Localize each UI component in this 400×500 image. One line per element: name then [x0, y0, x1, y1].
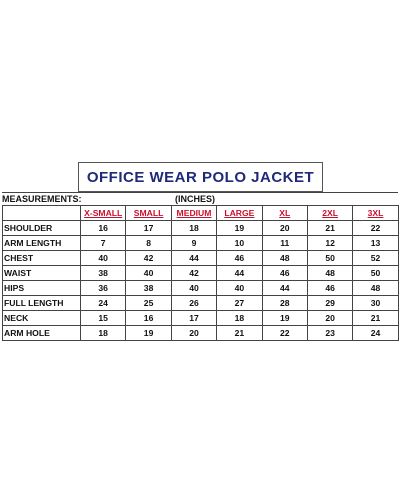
measurement-cell: 25: [126, 296, 171, 311]
measurement-cell: 11: [262, 236, 307, 251]
measurement-cell: 16: [81, 221, 126, 236]
row-label: FULL LENGTH: [3, 296, 81, 311]
measurement-cell: 18: [217, 311, 262, 326]
measurement-cell: 21: [217, 326, 262, 341]
measurement-cell: 20: [307, 311, 352, 326]
measurement-cell: 9: [171, 236, 216, 251]
table-row: [3, 311, 399, 326]
size-header-2xl: 2XL: [307, 206, 352, 221]
measurement-cell: 15: [81, 311, 126, 326]
unit-label: (INCHES): [175, 194, 215, 204]
measurement-cell: 18: [171, 221, 216, 236]
measurement-cell: 44: [262, 281, 307, 296]
measurement-cell: 22: [353, 221, 398, 236]
title-box: [78, 162, 323, 192]
measurement-cell: 19: [126, 326, 171, 341]
measurement-cell: 50: [307, 251, 352, 266]
measurement-cell: 28: [262, 296, 307, 311]
table-corner-cell: [3, 206, 81, 221]
row-label: HIPS: [3, 281, 81, 296]
measurement-cell: 52: [353, 251, 398, 266]
measurement-cell: 21: [353, 311, 398, 326]
measurements-row: [2, 192, 398, 206]
measurement-cell: 36: [81, 281, 126, 296]
row-label: WAIST: [3, 266, 81, 281]
table-row: [3, 326, 399, 341]
measurement-cell: 50: [353, 266, 398, 281]
measurement-cell: 23: [307, 326, 352, 341]
measurement-cell: 17: [126, 221, 171, 236]
row-label: ARM LENGTH: [3, 236, 81, 251]
table-row: [3, 221, 399, 236]
measurement-cell: 40: [81, 251, 126, 266]
page-title: OFFICE WEAR POLO JACKET: [86, 168, 315, 186]
measurement-cell: 7: [81, 236, 126, 251]
measurement-cell: 18: [81, 326, 126, 341]
measurement-cell: 44: [171, 251, 216, 266]
measurement-cell: 19: [262, 311, 307, 326]
measurements-label: MEASUREMENTS:: [2, 194, 82, 204]
measurement-cell: 46: [262, 266, 307, 281]
measurement-cell: 30: [353, 296, 398, 311]
measurement-cell: 46: [307, 281, 352, 296]
measurement-cell: 20: [171, 326, 216, 341]
table-row: [3, 236, 399, 251]
size-header-xl: XL: [262, 206, 307, 221]
measurement-cell: 42: [126, 251, 171, 266]
size-header-3xl: 3XL: [353, 206, 398, 221]
measurement-cell: 48: [353, 281, 398, 296]
measurement-cell: 20: [262, 221, 307, 236]
size-chart-table: [2, 205, 399, 341]
measurement-cell: 38: [81, 266, 126, 281]
measurement-cell: 42: [171, 266, 216, 281]
measurement-cell: 40: [217, 281, 262, 296]
row-label: SHOULDER: [3, 221, 81, 236]
size-header-medium: MEDIUM: [171, 206, 216, 221]
size-header-small: SMALL: [126, 206, 171, 221]
table-row: [3, 281, 399, 296]
table-header-row: [3, 206, 399, 221]
measurement-cell: 16: [126, 311, 171, 326]
measurement-cell: 48: [307, 266, 352, 281]
measurement-cell: 22: [262, 326, 307, 341]
measurement-cell: 17: [171, 311, 216, 326]
measurement-cell: 40: [171, 281, 216, 296]
measurement-cell: 13: [353, 236, 398, 251]
row-label: CHEST: [3, 251, 81, 266]
measurement-cell: 38: [126, 281, 171, 296]
measurement-cell: 24: [353, 326, 398, 341]
table-row: [3, 251, 399, 266]
measurement-cell: 46: [217, 251, 262, 266]
measurement-cell: 24: [81, 296, 126, 311]
measurement-cell: 44: [217, 266, 262, 281]
measurement-cell: 29: [307, 296, 352, 311]
measurement-cell: 48: [262, 251, 307, 266]
size-header-x-small: X-SMALL: [81, 206, 126, 221]
table-row: [3, 266, 399, 281]
measurement-cell: 21: [307, 221, 352, 236]
table-row: [3, 296, 399, 311]
measurement-cell: 27: [217, 296, 262, 311]
measurement-cell: 40: [126, 266, 171, 281]
measurement-cell: 12: [307, 236, 352, 251]
row-label: ARM HOLE: [3, 326, 81, 341]
measurement-cell: 19: [217, 221, 262, 236]
table-body: [3, 221, 399, 341]
measurement-cell: 8: [126, 236, 171, 251]
measurement-cell: 26: [171, 296, 216, 311]
size-header-large: LARGE: [217, 206, 262, 221]
measurement-cell: 10: [217, 236, 262, 251]
row-label: NECK: [3, 311, 81, 326]
